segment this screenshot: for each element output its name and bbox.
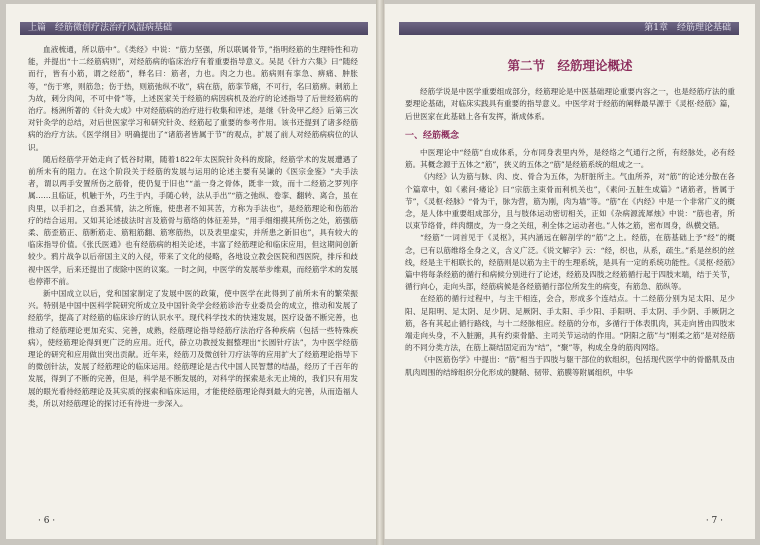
right-running-header: 第1章 经筋理论基础	[399, 22, 739, 35]
right-paragraph-1: 中医理论中“经筋”自成体系，分布同身表里内外，是经络之气通行之所，有经脉处，必有经筋。其概念源于五体之“筋”，狭义的五体之“筋”是经筋系统的组成之一。	[405, 148, 735, 170]
left-paragraph-1: 血液梳通，所以筋中”。《类经》中说：“筋力坚强，所以联属骨节，”指明经筋的生理特性和功能，并提出“十二经筋病则”，对经筋病的临床治疗有着重要指导意义。吴昆《针方六集》曰“随经而行，皆有小筋，谓之经筋”，释名曰：筋者，力也。肉之力也。筋病则有挛急、痹痛、肿胀等，“伤于寒，则筋急；伤于热，则筋弛纵不收”，病在筋，筋挛节痛，不可行，名曰筋痹。刺筋上为故，刺分肉间，不可中骨”等，上述医家关于经筋的病因病机及治疗的论述指导了后世经筋病的治疗。杨洲所著的《针灸大成》中对经筋病的治疗进行收集和评述，是继《针灸甲乙经》后第三次对针灸学的总结，对后世医家学习和研究针灸、经筋起了重要的参考作用。该书还提到了诸多经筋病的治疗方法。《医学纲目》明确提出了“诸筋者皆属于节”的观点，扩展了前人对经筋病病位的认识。	[28, 45, 358, 152]
left-page-number: · 6 ·	[38, 516, 56, 526]
section-title: 第二节 经筋理论概述	[507, 58, 633, 73]
left-page-body	[28, 44, 358, 499]
right-paragraph-4: 在经筋的循行过程中，与主干相连，会合，形成多个连结点。十二经筋分别为足太阳、足少阳、足阳明、足太阴、足少阴、足厥阴、手太阳、手少阳、手阳明、手太阴、手少阴、手厥阴之筋，各有其起止循行路线，与十二经脉相应。经筋的分布，多循行于体表肌肉，其走向皆由四肢末端走向头身，不入脏腑，具有约束骨骼、主司关节运动的作用。“阴阳之筋”与“刚柔之筋”是对经筋的不同分类方法，在筋上凝结固定而为“结”，“聚”等，构成全身的筋肉网络。	[405, 294, 735, 353]
left-paragraph-3: 新中国成立以后，党和国家制定了发展中医的政策，使中医学在此得到了前所未有的繁荣振兴。特别是中国中医科学院研究所成立及中国针灸学会经筋诊治专业委员会的成立，推动和发展了经筋学，提高了对经筋的临床诊疗的认识水平。现代科学技术的快速发展，医疗设备不断完善，也推动了经筋理论更加充实、完善，成熟，经筋理论指导经筋疗法治疗各种疾病（包括一些特殊疾病），使经筋理论得到更广泛的应用。近代，薛立功教授发掘整理出“长圆针疗法”，为中医学经筋理论的研究和应用做出突出贡献。近年来，经筋刀及微创针刀疗法等的应用扩大了经筋理论指导下的微创针法，发展了经筋理论的临床运用。经筋理论是古代中国人民智慧的结晶，经历了千百年的发展，得到了不断的完善，但是，科学是不断发展的，对科学的探索是永无止境的，我们只有用发展的眼光看待经筋理论及其实质的探索和临床运用，才能使经筋理论得到最大的完善，从而造福人类，所以对经筋理论的探讨还有待进一步深入。	[28, 289, 358, 408]
intro-paragraph: 经筋学说是中医学重要组成部分，经筋理论是中医基础理论重要内容之一，也是经筋疗法的重要理论基础，对临床实践具有重要的指导意义。中医学对于经筋的阐释最早源于《灵枢·经筋》篇，后世医家在此基础上各有发挥，渐成体系。	[405, 87, 735, 121]
right-paragraph-3: “经筋”一词首见于《灵枢》，其内涵远在解剖学的“筋”之上。经筋，在筋基础上予“经”的概念，已有以筋维络全身之义，含义广泛。《说文解字》云：“经，织也，从系，疏生。”系是丝织的丝线，经是主干相联长的，经筋则是以筋为主干的生理系统，是具有一定的系统功能性。《灵枢·经筋》篇中将每条经筋的循行和病候分别进行了论述，经筋及四肢之经筋循行起于四肢末端，结于关节，循行向心，走向头部，经筋病候是各经筋循行部位所发生的病变，有筋急、筋纵等。	[405, 233, 735, 292]
right-paragraph-5: 《中医筋伤学》中提出：“筋”相当于四肢与躯干部位的软组织，包括现代医学中的骨骼肌及由肌肉周围的结缔组织分化形成的腱鞘、韧带、筋膜等附属组织，中华	[405, 355, 735, 377]
right-page-body	[405, 44, 735, 499]
subsection-heading: 一、经筋概念	[405, 130, 460, 141]
left-paragraph-2: 随后经筋学开始走向了低谷时期，随着1822年太医院针灸科的废除，经筋学术的发展遭遇了前所未有的阻力。在这个阶段关于经筋的发展与运用的论述主要有吴谦的《医宗金鉴》“夫手法者，谓以两手安置所伤之筋骨，使仍复于旧也”“盖一身之骨体，既非一致，而十二经筋之罗列序属……且临证，机触于外，巧生于内，手随心转，法从手出”“筋之弛纵、卷挛、翻转、离合，虽在肉里，以手扪之，自悉其情，法之所施，使患者不知其苦，方称为手法也”，是经筋理论和伤筋治疗的结合运用。又如其论述拔法时言及筋骨与筋络的体征差异，“用手细细摸其所伤之处，筋强筋柔、筋歪筋正、筋断筋走、筋粗筋翻、筋寒筋热，以及表里虚实，并所患之新旧也”，具有较大的临床指导价值。《张氏医通》也有经筋病的相关论述，丰富了经筋理论和临床应用，但这期间创新较少。鸦片战争以后帝国主义的入侵，带来了文化的侵略，各地设立教会医院和西医院，排斥和歧视中医学，后来还提出了废除中医的议案。一时之间，中医学的发展举步维艰，而经筋学术的发展也停滞不前。	[28, 154, 358, 286]
left-running-header: 上篇 经筋微创疗法治疗风湿病基础	[20, 22, 368, 35]
right-page	[384, 4, 755, 539]
left-page	[6, 4, 377, 539]
book-gutter	[376, 0, 384, 545]
right-paragraph-2: 《内经》认为筋与脉、肉、皮、骨合为五体，为肝脏所主。气血所养，对“筋”的论述分散在各个篇章中，如《素问·痿论》曰“宗筋主束骨而利机关也”，《素问·五脏生成篇》“诸筋者，皆属于节”，《灵枢·经脉》“骨为干，脉为营，筋为刚，肉为墙”等。“筋”在《内经》中是一个非常广义的概念，是人体中重要组成部分，且与肢体运动密切相关，正如《杂病源流犀烛》中说：“筋也者，所以束节络骨，绊肉绷皮，为一身之关纽，利全体之运动者也。”人体之筋，密布周身，纵横交错。	[405, 172, 735, 231]
right-page-number: · 7 ·	[705, 516, 723, 526]
